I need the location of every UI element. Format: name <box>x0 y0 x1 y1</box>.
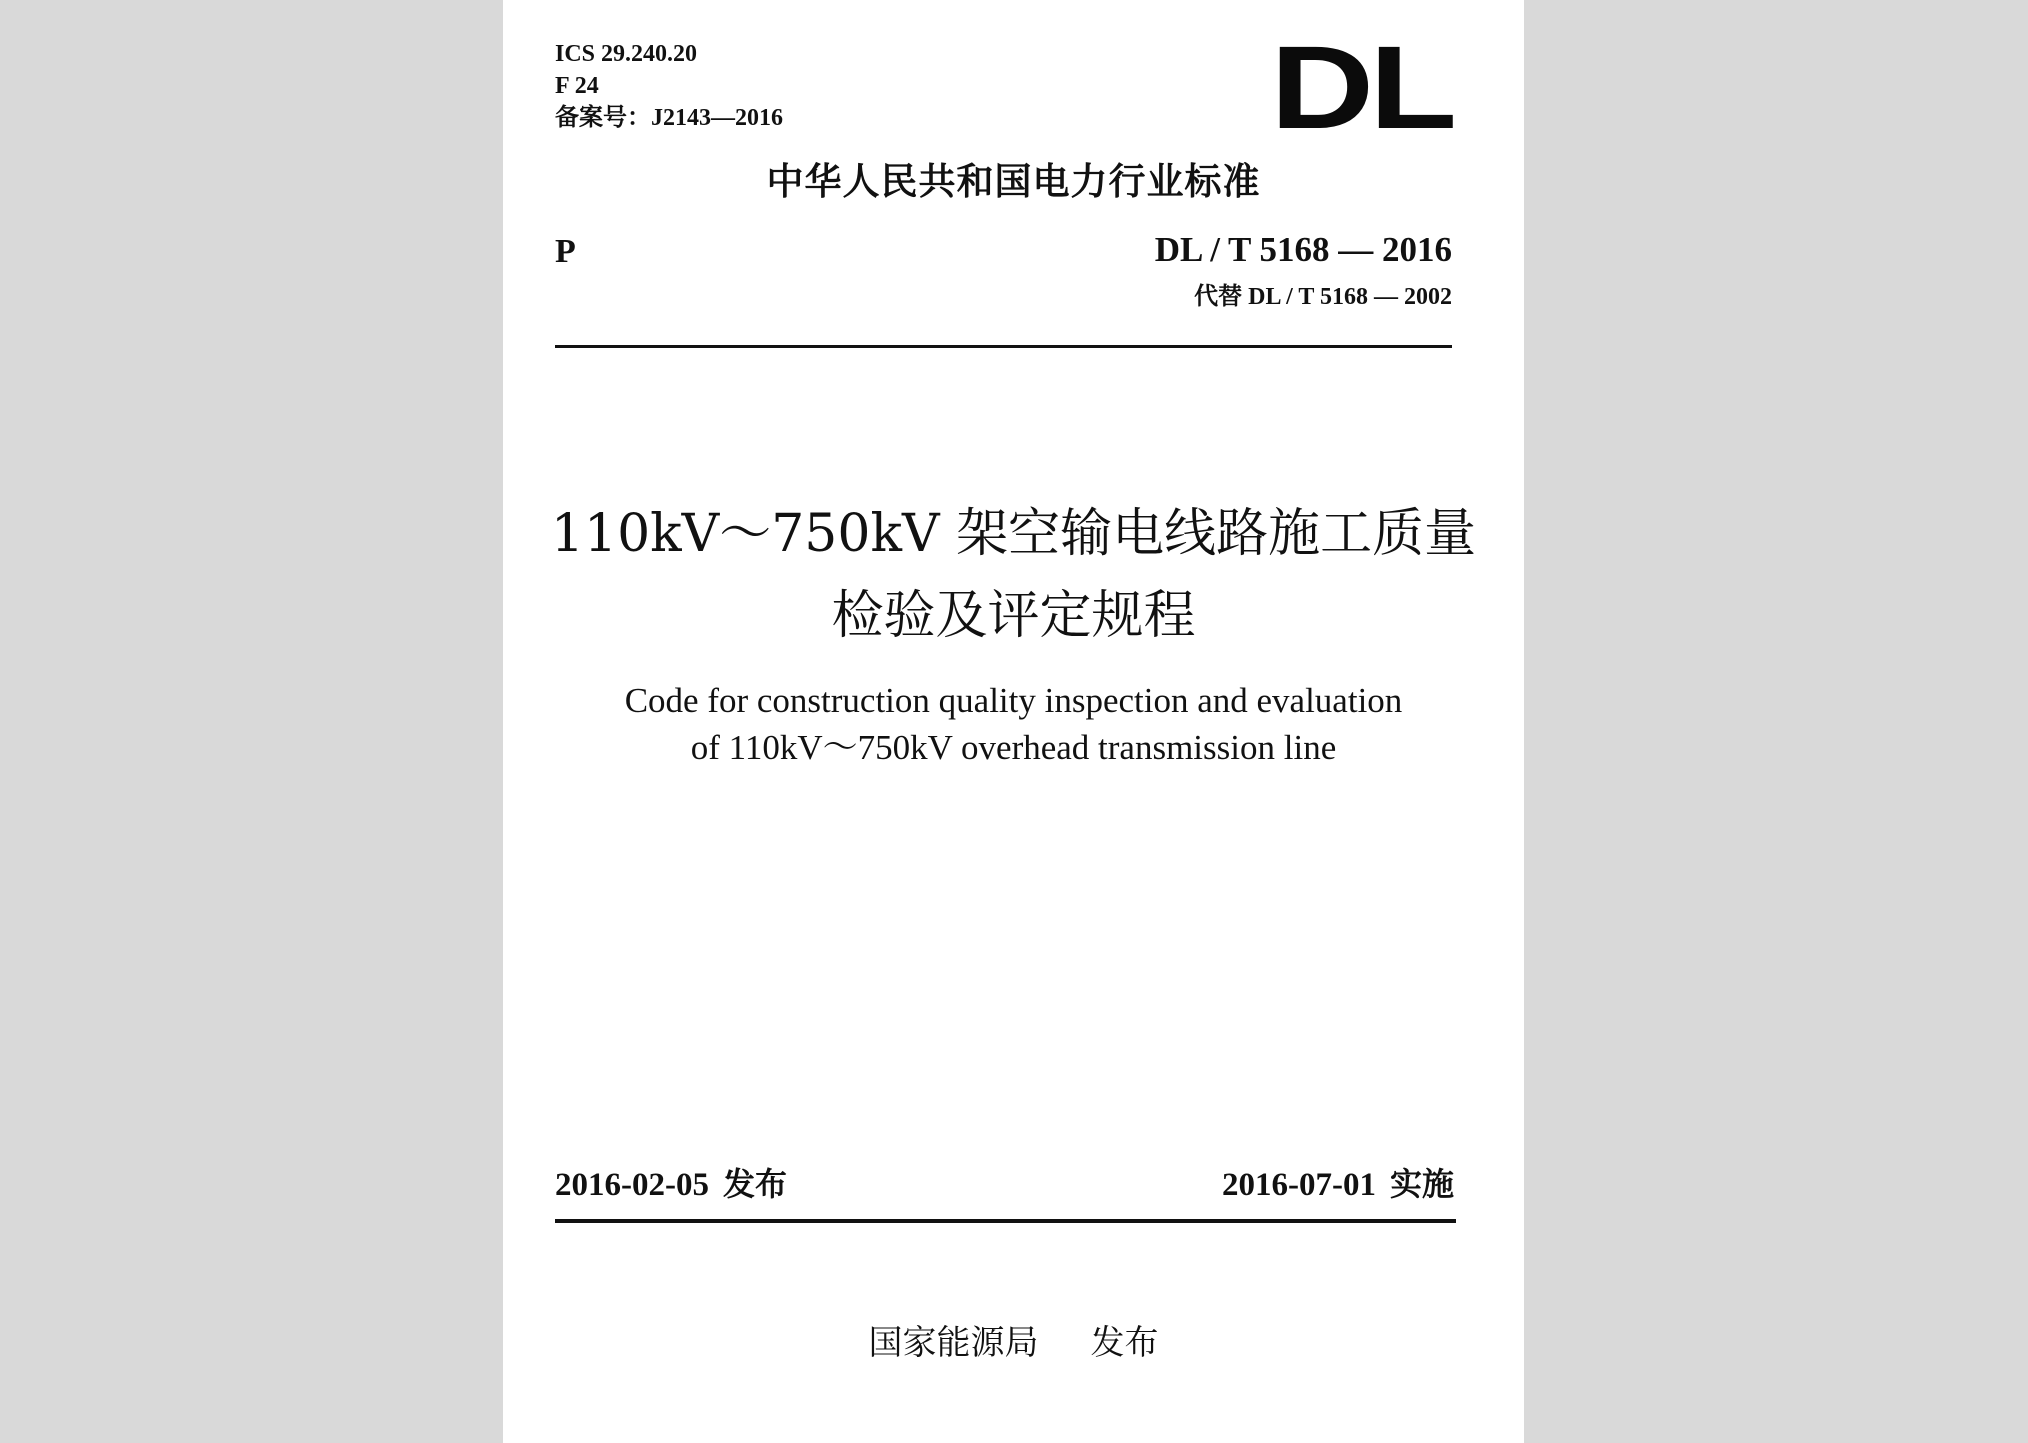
implement-date-block <box>1222 1162 1454 1207</box>
ics-code: ICS 29.240.20 <box>555 41 698 67</box>
issue-label: 发布 <box>722 1165 787 1203</box>
publisher-name: 国家能源局 <box>868 1323 1039 1363</box>
document-page <box>503 0 1524 1443</box>
bottom-divider <box>555 1219 1456 1223</box>
replaces-standard: 代替 DL / T 5168 — 2002 <box>1194 284 1452 310</box>
record-number: 备案号：J2143—2016 <box>555 105 783 131</box>
implement-date: 2016-07-01 <box>1222 1167 1376 1203</box>
title-cn-line-1: 110kV～750kV 架空输电线路施工质量 <box>550 504 1477 564</box>
dl-logo: DL <box>1269 22 1452 154</box>
issue-date-block <box>555 1162 787 1207</box>
organization-title: 中华人民共和国电力行业标准 <box>766 160 1261 203</box>
standard-number: DL / T 5168 — 2016 <box>1154 230 1452 269</box>
implement-label: 实施 <box>1389 1165 1454 1203</box>
publisher-block <box>503 1320 1524 1366</box>
issue-date: 2016-02-05 <box>555 1167 709 1203</box>
classification-code: F 24 <box>555 73 599 99</box>
title-en-line-2: of 110kV～750kV overhead transmission line <box>690 728 1337 767</box>
title-cn-line-2: 检验及评定规程 <box>831 586 1196 646</box>
title-en-line-1: Code for construction quality inspection and evaluation <box>624 681 1403 720</box>
publisher-label: 发布 <box>1090 1323 1159 1363</box>
category-code: P <box>555 233 576 270</box>
top-divider <box>555 345 1452 348</box>
